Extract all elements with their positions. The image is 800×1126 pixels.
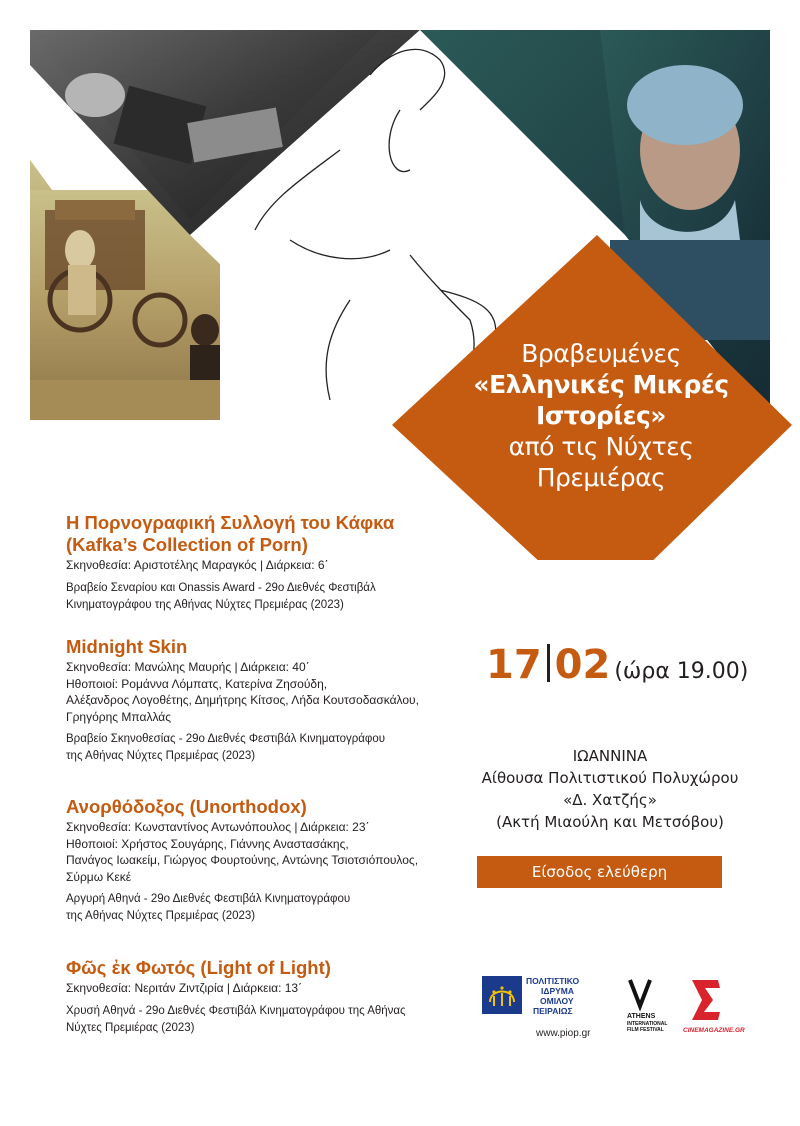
piop-logo [482, 976, 591, 1039]
headline-line-5: Πρεμιέρας [536, 463, 666, 492]
film-title: Ανορθόδοξος (Unorthodox) [66, 796, 307, 817]
film-title: Φῶς ἐκ Φωτός (Light of Light) [66, 957, 331, 978]
event-venue [470, 745, 750, 833]
film-title-en: (Kafka’s Collection of Porn) [66, 534, 308, 555]
event-day: 17 [486, 642, 542, 688]
piop-name: ΠΕΙΡΑΙΩΣ [533, 1006, 573, 1016]
award-line: Βραβείο Σεναρίου και Onassis Award - 29ο Διεθνές Φεστιβάλ [66, 581, 376, 594]
sponsor-logos [480, 972, 750, 1042]
film-cast: Ηθοποιοί: Χρήστος Σουγάρης, Γιάννης Αναστασάκης, [66, 836, 349, 851]
piop-name: ΠΟΛΙΤΙΣΤΙΚΟ [526, 976, 580, 986]
film-light-of-light [66, 957, 466, 1037]
award-line: Κινηματογράφου της Αθήνας Νύχτες Πρεμιέρας (2023) [66, 598, 344, 611]
film-credits: Σκηνοθεσία: Νεριτάν Ζιντζιρία | Διάρκεια: 13΄ [66, 981, 303, 995]
date-separator [547, 644, 550, 682]
venue-line: (Ακτή Μιαούλη και Μετσόβου) [496, 813, 724, 831]
film-midnight-skin [66, 636, 466, 765]
film-award [66, 891, 466, 925]
film-credits: Σκηνοθεσία: Μανώλης Μαυρής | Διάρκεια: 40΄ [66, 660, 310, 674]
film-unorthodox [66, 796, 466, 925]
piop-name: ΟΜΙΛΟΥ [540, 996, 574, 1006]
headline [451, 338, 751, 493]
film-title: Midnight Skin [66, 636, 188, 657]
piop-url: www.piop.gr [536, 1028, 591, 1039]
aiff-name: ATHENS [627, 1013, 656, 1020]
award-line: Αργυρή Αθηνά - 29ο Διεθνές Φεστιβάλ Κινηματογράφου [66, 893, 351, 905]
award-line: Βραβείο Σκηνοθεσίας - 29ο Διεθνές Φεστιβάλ Κινηματογράφου [66, 733, 386, 745]
film-award [66, 731, 466, 765]
cinemag-name: CINEMAGAZINE.GR [683, 1027, 745, 1034]
film-cast: Πανάγος Ιωακείμ, Γιώργος Φουρτούνης, Αντώνης Τσιοτσιόπουλος, [66, 853, 419, 867]
event-month: 02 [554, 642, 611, 688]
headline-line-3: Ιστορίες» [536, 401, 666, 430]
venue-line: «Δ. Χατζής» [563, 791, 657, 809]
venue-line: Αίθουσα Πολιτιστικού Πολυχώρου [481, 769, 739, 787]
free-entry-badge: Είσοδος ελεύθερη [477, 856, 722, 888]
cinemagazine-logo [683, 980, 745, 1034]
award-line: Νύχτες Πρεμιέρας (2023) [66, 1021, 195, 1034]
event-date [486, 640, 748, 697]
film-award [66, 580, 466, 614]
film-cast: Ηθοποιοί: Ρομάννα Λόμπατς, Κατερίνα Ζησούδη, [66, 676, 328, 691]
headline-line-4: από τις Νύχτες [508, 432, 694, 461]
film-credits: Σκηνοθεσία: Αριστοτέλης Μαραγκός | Διάρκεια: 6΄ [66, 558, 329, 572]
aiff-name: FILM FESTIVAL [627, 1027, 664, 1033]
headline-line-1: Βραβευμένες [521, 339, 681, 368]
athens-iff-logo [627, 980, 667, 1033]
piop-name: ΙΔΡΥΜΑ [541, 986, 575, 996]
headline-line-2: «Ελληνικές Μικρές [473, 370, 729, 399]
award-line: Χρυσή Αθηνά - 29ο Διεθνές Φεστιβάλ Κινηματογράφου της Αθήνας [66, 1004, 406, 1017]
film-kafka [66, 512, 466, 614]
film-title: Η Πορνογραφική Συλλογή του Κάφκα [66, 512, 395, 533]
film-award [66, 1003, 466, 1037]
aiff-name: INTERNATIONAL [627, 1021, 668, 1027]
film-cast: Αλέξανδρος Λογοθέτης, Δημήτρης Κίτσος, Λήδα Κουτσοδασκάλου, [66, 693, 419, 707]
film-cast: Γρηγόρης Μπαλλάς [66, 709, 171, 724]
venue-city: ΙΩΑΝΝΙΝΑ [572, 747, 648, 765]
award-line: της Αθήνας Νύχτες Πρεμιέρας (2023) [66, 910, 256, 922]
event-time: (ώρα 19.00) [614, 659, 749, 684]
film-cast: Σύρμω Κεκέ [66, 869, 132, 884]
award-line: της Αθήνας Νύχτες Πρεμιέρας (2023) [66, 750, 256, 762]
film-credits: Σκηνοθεσία: Κωνσταντίνος Αντωνόπουλος | Διάρκεια: 23΄ [66, 820, 370, 834]
